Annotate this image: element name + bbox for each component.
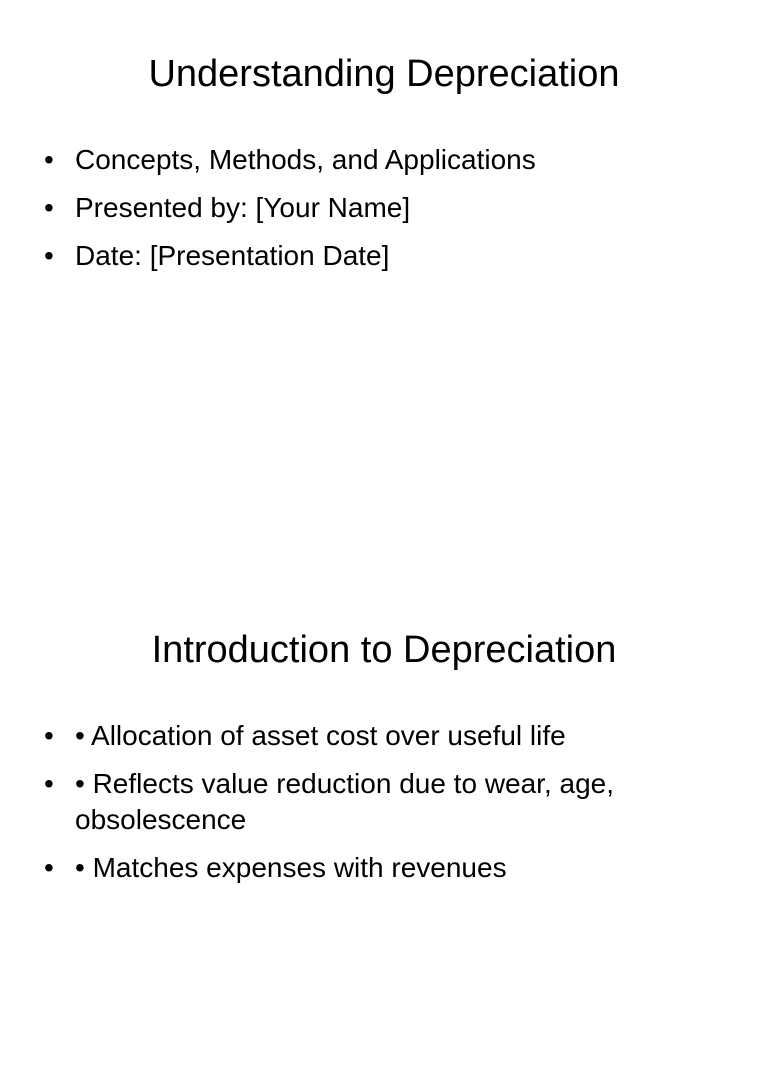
bullet-item: [44, 766, 704, 838]
slide-title: Introduction to Depreciation: [151, 629, 617, 671]
bullet-list: [44, 142, 704, 286]
slide-2: [0, 576, 768, 1088]
bullet-text: • Reflects value reduction due to wear, age, obsolescence: [75, 768, 615, 835]
bullet-text: Concepts, Methods, and Applications: [75, 144, 536, 175]
bullet-item: [44, 718, 704, 754]
bullet-text: • Allocation of asset cost over useful life: [75, 720, 566, 751]
slide-title: Understanding Depreciation: [148, 53, 620, 95]
bullet-list: [44, 718, 704, 898]
bullet-item: [44, 190, 704, 226]
bullet-icon: •: [44, 720, 54, 751]
bullet-text: Date: [Presentation Date]: [75, 240, 390, 271]
bullet-item: [44, 850, 704, 886]
bullet-icon: •: [44, 240, 54, 271]
slide-1: [0, 0, 768, 512]
bullet-icon: •: [44, 144, 54, 175]
bullet-icon: •: [44, 192, 54, 223]
bullet-icon: •: [44, 852, 54, 883]
bullet-text: Presented by: [Your Name]: [75, 192, 411, 223]
bullet-item: [44, 238, 704, 274]
bullet-text: • Matches expenses with revenues: [75, 852, 507, 883]
bullet-item: [44, 142, 704, 178]
bullet-icon: •: [44, 768, 54, 799]
